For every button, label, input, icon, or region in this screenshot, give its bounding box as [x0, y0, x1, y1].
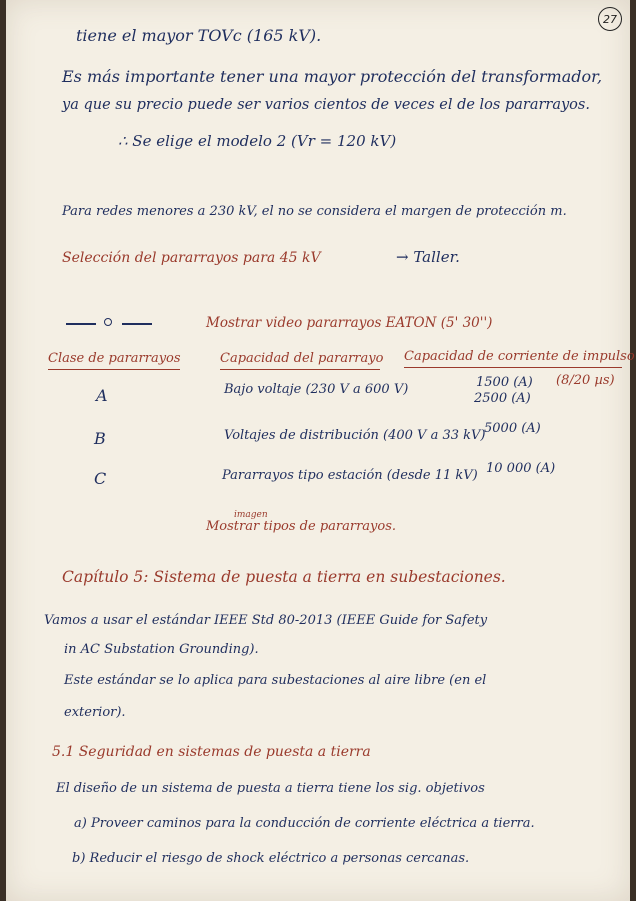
- header-underline: [48, 369, 180, 370]
- row-current: 5000 (A): [484, 421, 541, 436]
- text-line: Para redes menores a 230 kV, el no se considera el margen de protección m.: [62, 204, 567, 219]
- row-capacity: Pararrayos tipo estación (desde 11 kV): [222, 468, 478, 483]
- images-note-superscript: imagen: [234, 510, 268, 520]
- conclusion-line: ∴ Se elige el modelo 2 (Vr = 120 kV): [118, 132, 397, 150]
- divider-circle: [104, 318, 112, 326]
- chapter-body-line: Este estándar se lo aplica para subestaciones al aire libre (en el: [64, 673, 487, 688]
- selection-arrow: → Taller.: [396, 248, 460, 266]
- table-header-class: Clase de pararrayos: [48, 351, 181, 366]
- row-current: 1500 (A): [476, 375, 533, 390]
- table-header-capacity: Capacidad del pararrayo: [220, 351, 384, 366]
- row-current: 10 000 (A): [486, 461, 556, 476]
- text-line: tiene el mayor TOVc (165 kV).: [76, 26, 322, 45]
- table-header-current: Capacidad de corriente de impulso: [404, 349, 635, 364]
- divider-dash: [66, 323, 96, 325]
- selection-line: Selección del pararrayos para 45 kV: [62, 250, 321, 266]
- header-underline: [220, 369, 380, 370]
- chapter-body-line: exterior).: [64, 705, 126, 720]
- notebook-page: [6, 0, 635, 901]
- row-capacity: Bajo voltaje (230 V a 600 V): [224, 382, 409, 397]
- chapter-title: Capítulo 5: Sistema de puesta a tierra en subestaciones.: [62, 568, 506, 586]
- text-line: Es más importante tener una mayor protección del transformador,: [62, 67, 603, 86]
- row-current: 2500 (A): [474, 391, 531, 406]
- chapter-body-line: in AC Substation Grounding).: [64, 642, 259, 657]
- section-title: 5.1 Seguridad en sistemas de puesta a tierra: [52, 744, 371, 760]
- row-class: B: [94, 429, 106, 448]
- objective-item: b) Reducir el riesgo de shock eléctrico a personas cercanas.: [72, 851, 470, 866]
- row-class: C: [94, 469, 107, 488]
- header-underline: [404, 367, 622, 368]
- section-intro: El diseño de un sistema de puesta a tierra tiene los sig. objetivos: [56, 781, 485, 796]
- page-number: 27: [598, 7, 622, 31]
- objective-item: a) Proveer caminos para la conducción de corriente eléctrica a tierra.: [74, 816, 535, 831]
- divider-dash: [122, 323, 152, 325]
- row-class: A: [96, 386, 108, 405]
- row-capacity: Voltajes de distribución (400 V a 33 kV): [224, 428, 486, 443]
- video-note: Mostrar video pararrayos EATON (5' 30''): [206, 315, 493, 331]
- images-note: Mostrar tipos de pararrayos.: [206, 519, 397, 534]
- text-line: ya que su precio puede ser varios cientos de veces el de los pararrayos.: [62, 97, 590, 113]
- impulse-note: (8/20 µs): [556, 373, 615, 388]
- chapter-body-line: Vamos a usar el estándar IEEE Std 80-2013 (IEEE Guide for Safety: [44, 613, 488, 628]
